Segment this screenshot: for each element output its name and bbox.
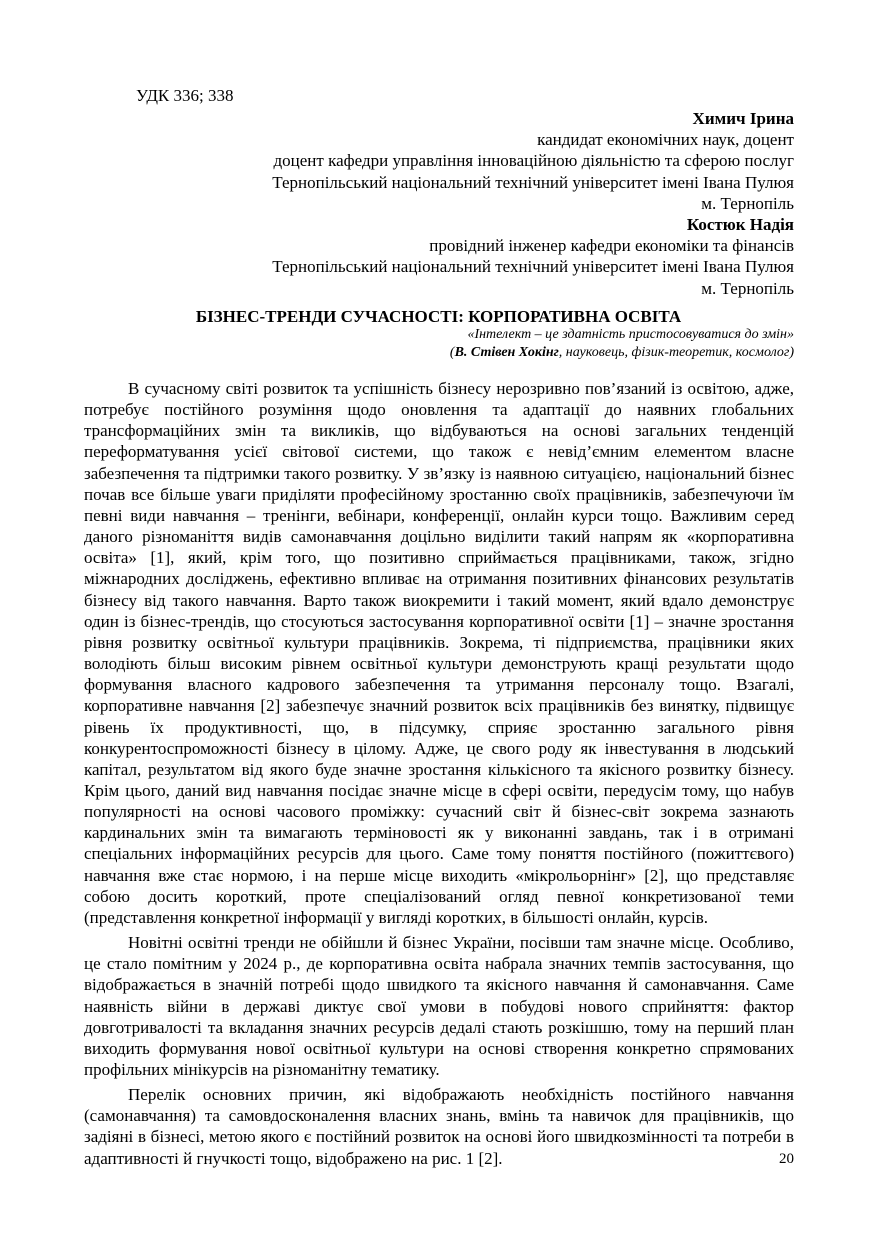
body-paragraph: В сучасному світі розвиток та успішність бізнесу нерозривно пов’язаний із освітою, адже, потребує постійного розуміння щодо оновлення та адаптації до наявних глобальних трансформаційних змін та викликів, що відбуваються на основі загальних тенденцій переформатування усієї світової системи, що також є невід’ємним елементом власне забезпечення та підтримки такого розвитку. У зв’язку із наявною ситуацією, національний бізнес почав все більше уваги приділяти професійному зростанню своїх працівників, забезпечуючи їм певні види навчання – тренінги, вебінари, конференції, онлайн курси тощо. Важливим серед даного різноманіття видів самонавчання доцільно виділити такий напрям як «корпоративна освіта» [1], який, крім того, що позитивно сприймається працівниками, також, згідно міжнародних досліджень, ефективно впливає на отримання позитивних фінансових результатів бізнесу від такого навчання. Варто також виокремити і такий момент, який вдало демонструє один із бізнес-трендів, що стосуються застосування корпоративної освіти [1] – значне зростання рівня розвитку освітньої культури працівників. Зокрема, ті підприємства, працівники яких володіють більш високим рівнем освітньої культури демонструють кращі результати щодо формування власного кадрового забезпечення та утримання персоналу тощо. Взагалі, корпоративне навчання [2] забезпечує значний розвиток всіх працівників без винятку, підвищує рівень їх продуктивності, що, в підсумку, сприяє зростанню загального рівня конкурентоспроможності бізнесу в цілому. Адже, це свого роду як інвестування в людський капітал, результатом від якого буде значне зростання кількісного та якісного розвитку бізнесу. Крім цього, даний вид навчання посідає значне місце в сфері освіти, передусім тому, що набув популярності на основі часового проміжку: сучасний світ й бізнес-світ зокрема зазнають кардинальних змін та вимагають терміновості як у виконанні завдань, так і в отримані спеціальних інформаційних ресурсів для цього. Саме тому поняття постійного (пожиттєвого) навчання вже стає нормою, і на перше місце виходить «мікрольорнінг» [2], що представляє собою досить короткий, проте спеціалізований огляд певної конкретизованої теми (представлення конкретної інформації у вигляді коротких, в більшості онлайн, курсів. — [84, 379, 794, 927]
author-name: Костюк Надія — [686, 215, 794, 235]
epigraph-author: В. Стівен Хокінг — [454, 345, 559, 360]
epigraph-attribution — [194, 344, 794, 362]
epigraph-quote: «Інтелект – це здатність пристосовуватися до змін» — [467, 327, 794, 342]
author-city: м. Тернопіль — [701, 278, 794, 298]
author-block — [154, 108, 794, 299]
body-paragraph: Перелік основних причин, які відображають необхідність постійного навчання (самонавчання) та самовдосконалення власних знань, вмінь та навичок для працівників, що задіяні в бізнесі, метою якого є постійний розвиток на основі його швидкозмінності та потреби в адаптивності й гнучкості тощо, відображено на рис. 1 [2]. — [84, 1085, 794, 1168]
epigraph-open-paren: ( — [449, 345, 455, 360]
article-body — [84, 378, 794, 1169]
article-title: БІЗНЕС-ТРЕНДИ СУЧАСНОСТІ: КОРПОРАТИВНА ОСВІТА — [195, 307, 682, 326]
page-number: 20 — [779, 1151, 794, 1167]
author-position: провідний інженер кафедри економіки та фінансів — [429, 236, 794, 256]
udk-code: УДК 336; 338 — [136, 86, 234, 105]
author-position: доцент кафедри управління інноваційною діяльністю та сферою послуг — [273, 151, 794, 171]
author-city: м. Тернопіль — [701, 193, 794, 213]
epigraph — [194, 326, 794, 362]
body-paragraph: Новітні освітні тренди не обійшли й бізнес України, посівши там значне місце. Особливо, це стало помітним у 2024 р., де корпоративна освіта набрала значних темпів застосування, що відображається в значній потребі щодо швидкого та якісного навчання й самонавчання. Саме наявність війни в державі диктує свої умови в побудові нового сприйняття: фактор довготривалості та вкладання значних ресурсів дедалі стають розкішшю, тому на перший план виходить формування нової освітньої культури на основі створення конкретно спрямованих профільних мінікурсів на різноманітну тематику. — [84, 933, 794, 1079]
author-affiliation: Тернопільський національний технічний університет імені Івана Пулюя — [272, 172, 794, 192]
epigraph-author-desc: , науковець, фізик-теоретик, космолог) — [558, 345, 794, 360]
author-name: Химич Ірина — [692, 109, 794, 128]
author-affiliation: Тернопільський національний технічний університет імені Івана Пулюя — [272, 257, 794, 277]
author-degree: кандидат економічних наук, доцент — [537, 130, 794, 150]
